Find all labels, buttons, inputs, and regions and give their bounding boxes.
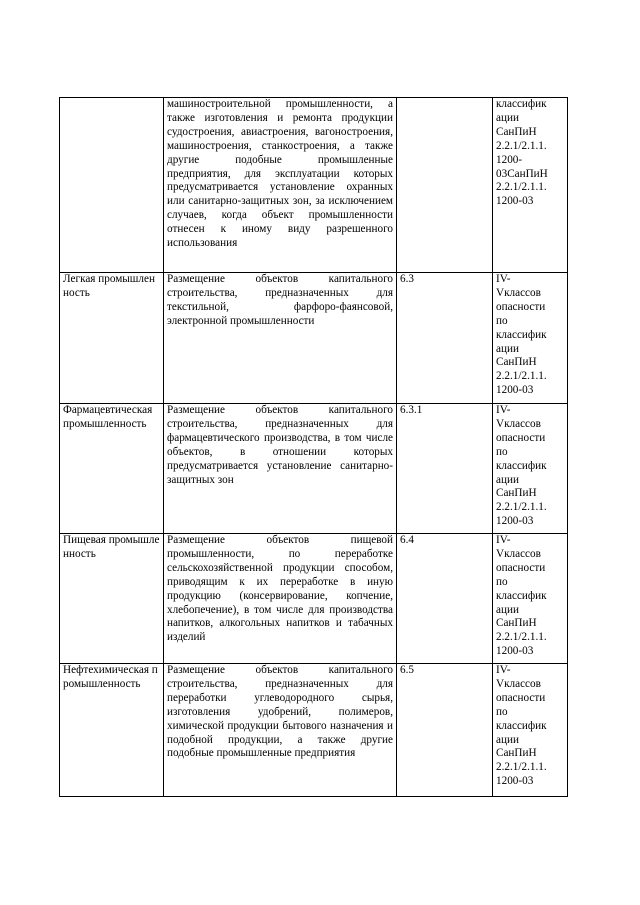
hazard-class-cell: IV- Vклассов опасности по классифик ации СанПиН 2.2.1/2.1.1. 1200-03 bbox=[493, 534, 568, 664]
use-name-cell bbox=[60, 98, 164, 273]
use-code-cell: 6.3.1 bbox=[397, 404, 493, 534]
use-code-cell: 6.3 bbox=[397, 273, 493, 404]
use-code-cell: 6.4 bbox=[397, 534, 493, 664]
table-row bbox=[60, 404, 568, 534]
hazard-class-cell: IV- Vклассов опасности по классифик ации СанПиН 2.2.1/2.1.1. 1200-03 bbox=[493, 664, 568, 797]
use-name-cell: Пищевая промышленность bbox=[60, 534, 164, 664]
table-row bbox=[60, 273, 568, 404]
land-use-table bbox=[59, 97, 568, 797]
use-code-cell: 6.5 bbox=[397, 664, 493, 797]
use-name-cell: Фармацевтическая промышленность bbox=[60, 404, 164, 534]
use-name-cell: Нефтехимическая промышленность bbox=[60, 664, 164, 797]
use-description-cell: Размещение объектов капитального строительства, предназначенных для текстильной, фарфоро-фаянсовой, электронной промышленности bbox=[164, 273, 397, 404]
use-code-cell bbox=[397, 98, 493, 273]
use-description-cell: Размещение объектов капитального строительства, предназначенных для переработки углеводородного сырья, изготовления удобрений, полимеров, химической продукции бытового назначения и подобной продукции, а также другие подобные промышленные предприятия bbox=[164, 664, 397, 797]
hazard-class-cell: классифик ации СанПиН 2.2.1/2.1.1. 1200- 03СанПиН 2.2.1/2.1.1. 1200-03 bbox=[493, 98, 568, 273]
use-description-cell: Размещение объектов пищевой промышленности, по переработке сельскохозяйственной продукции способом, приводящим к их переработке в иную продукцию (консервирование, копчение, хлебопечение), в том числе для производства напитков, алкогольных напитков и табачных изделий bbox=[164, 534, 397, 664]
table-row bbox=[60, 98, 568, 273]
hazard-class-cell: IV- Vклассов опасности по классифик ации СанПиН 2.2.1/2.1.1. 1200-03 bbox=[493, 273, 568, 404]
table-row bbox=[60, 534, 568, 664]
use-description-cell: машиностроительной промышленности, а также изготовления и ремонта продукции судостроения, авиастроения, вагоностроения, машиностроения, станкостроения, а также другие подобные промышленные предприятия, для эксплуатации которых предусматривается установление охранных или санитарно-защитных зон, за исключением случаев, когда объект промышленности отнесен к иному виду разрешенного использования bbox=[164, 98, 397, 273]
use-name-cell: Легкая промышленность bbox=[60, 273, 164, 404]
table-row bbox=[60, 664, 568, 797]
use-description-cell: Размещение объектов капитального строительства, предназначенных для фармацевтического производства, в том числе объектов, в отношении которых предусматривается установление санитарно-защитных зон bbox=[164, 404, 397, 534]
hazard-class-cell: IV- Vклассов опасности по классифик ации СанПиН 2.2.1/2.1.1. 1200-03 bbox=[493, 404, 568, 534]
